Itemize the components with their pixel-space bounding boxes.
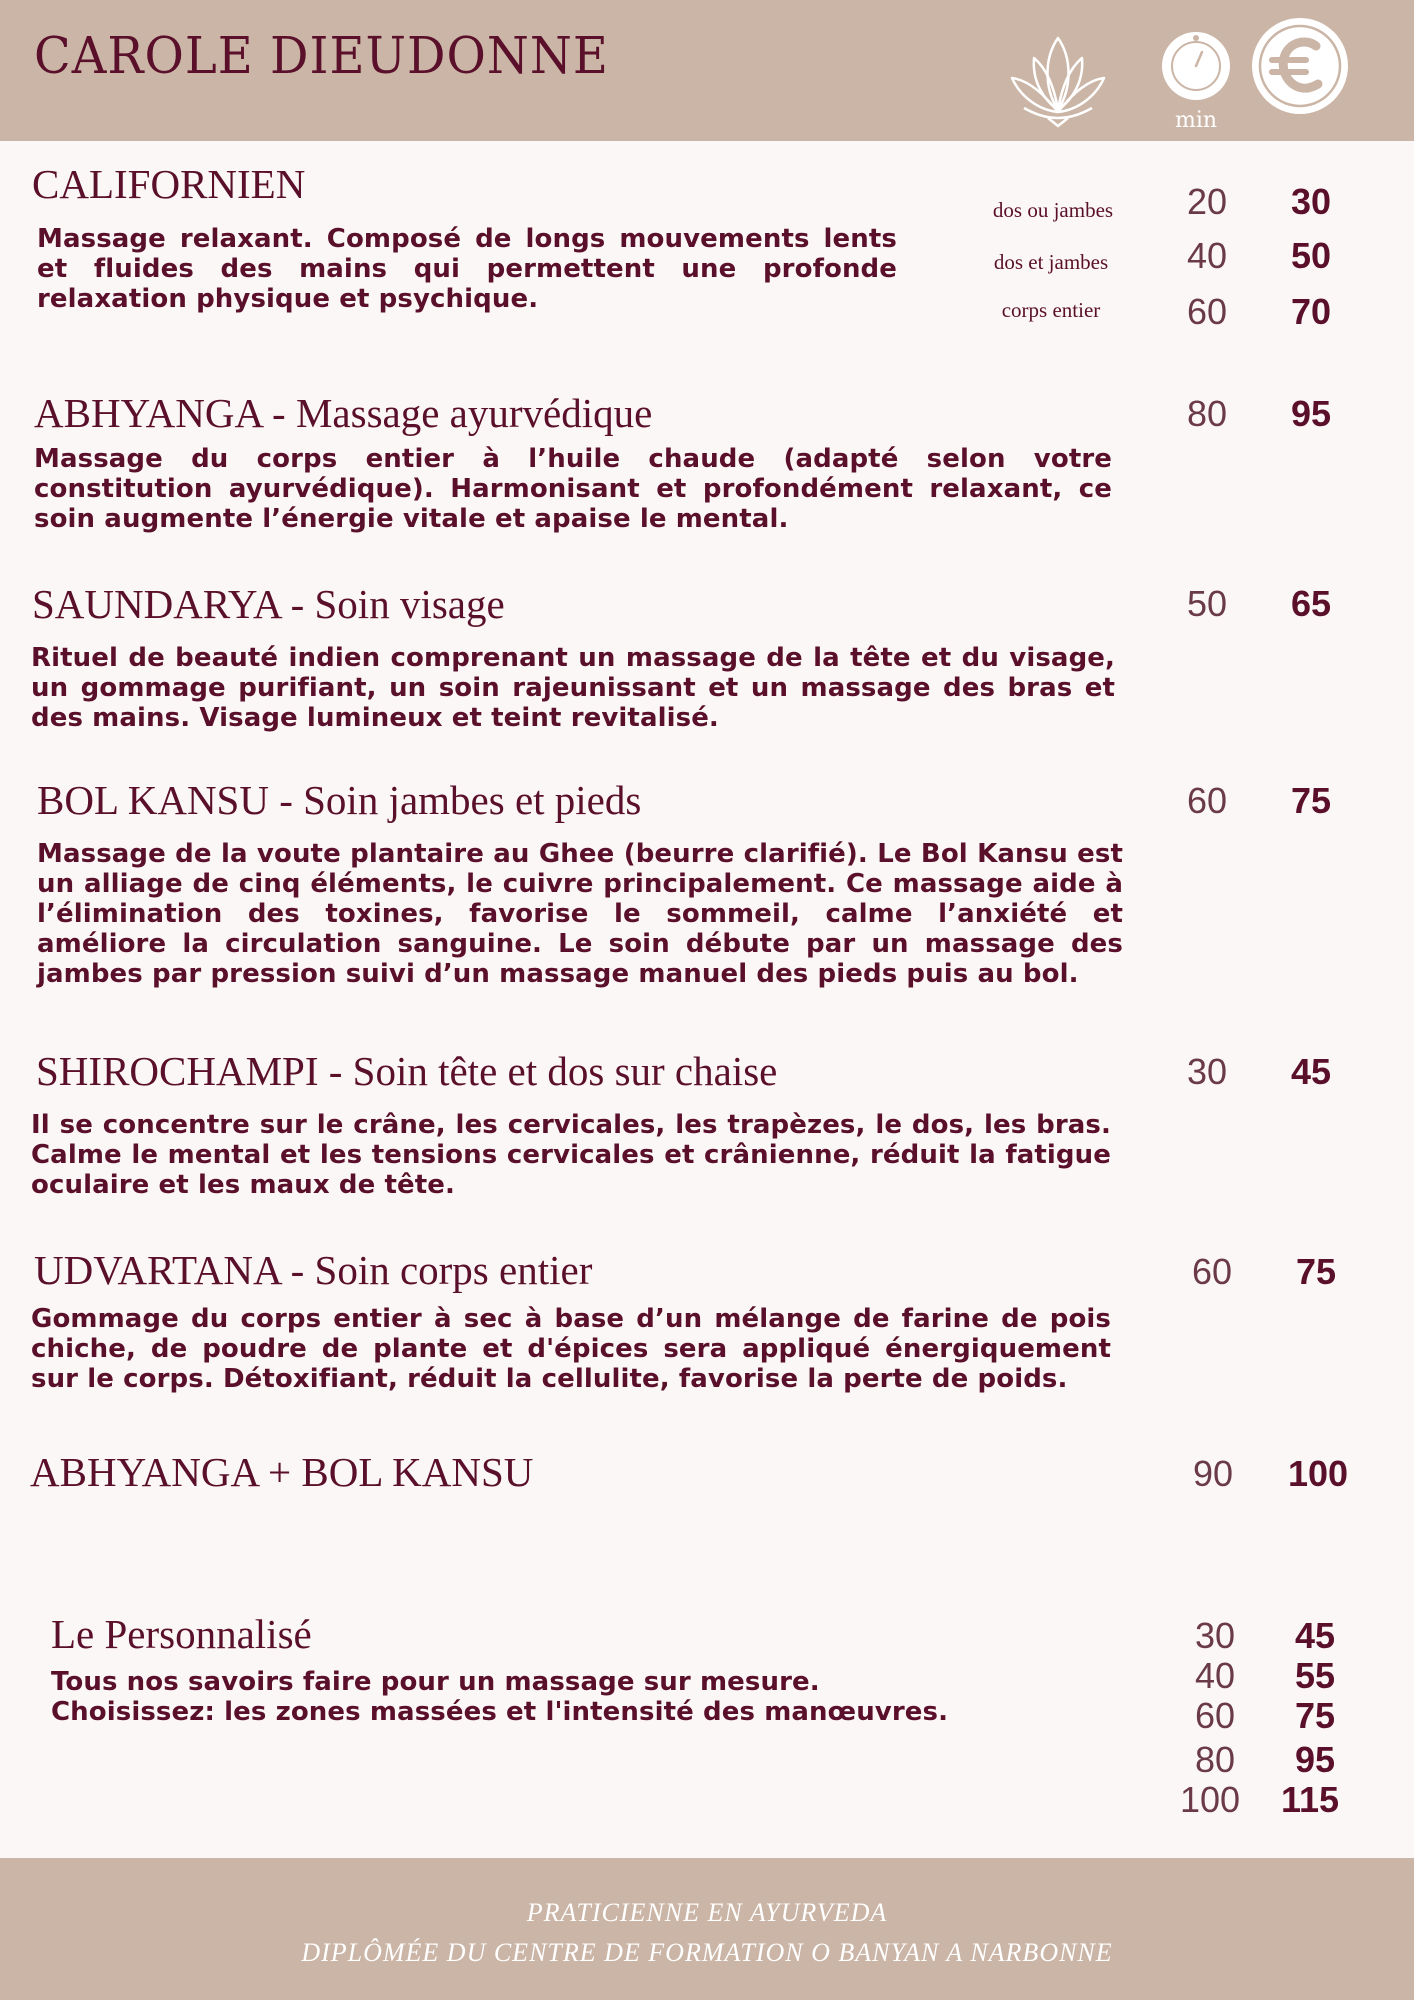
personnalise-price: 115 — [1280, 1779, 1340, 1820]
californien-price: 50 — [1290, 235, 1332, 276]
clock-icon — [1160, 30, 1232, 102]
shirochampi-title: SHIROCHAMPI - Soin tête et dos sur chaise — [36, 1048, 778, 1094]
combo-title: ABHYANGA + BOL KANSU — [30, 1449, 534, 1495]
californien-price: 30 — [1290, 181, 1332, 222]
personnalise-title: Le Personnalisé — [51, 1611, 312, 1657]
saundarya-description: Rituel de beauté indien comprenant un massage de la tête et du visage, un gommage purifiant, un soin rajeunissant et un massage des bras et des mains. Visage lumineux et teint revitalisé. — [31, 643, 1115, 733]
bol-kansu-minutes: 60 — [1186, 780, 1228, 821]
saundarya-title: SAUNDARYA - Soin visage — [32, 581, 505, 627]
personnalise-minutes: 80 — [1194, 1739, 1236, 1780]
udvartana-description: Gommage du corps entier à sec à base d’un mélange de farine de pois chiche, de poudre de plante et d'épices sera appliqué énergiquement sur le corps. Détoxifiant, réduit la cellulite, favorise la perte de poids. — [31, 1304, 1111, 1394]
californien-minutes: 60 — [1186, 291, 1228, 332]
californien-zone: dos et jambes — [993, 250, 1109, 274]
personnalise-minutes: 60 — [1194, 1695, 1236, 1736]
californien-title: CALIFORNIEN — [32, 161, 306, 207]
shirochampi-minutes: 30 — [1186, 1051, 1228, 1092]
abhyanga-price: 95 — [1290, 393, 1332, 434]
bol-kansu-title: BOL KANSU - Soin jambes et pieds — [37, 777, 642, 823]
californien-minutes: 40 — [1186, 235, 1228, 276]
euro-icon — [1250, 16, 1350, 116]
lotus-icon — [1004, 30, 1112, 128]
bol-kansu-description: Massage de la voute plantaire au Ghee (beurre clarifié). Le Bol Kansu est un alliage de cinq éléments, le cuivre principalement. Ce massage aide à l’élimination des toxines, favorise le sommeil, calme l’anxiété et améliore la circulation sanguine. Le soin débute par un massage des jambes par pression suivi d’un massage manuel des pieds puis au bol. — [37, 839, 1123, 989]
personnalise-line-2: Choisissez: les zones massées et l'intensité des manœuvres. — [51, 1697, 949, 1727]
personnalise-price: 45 — [1294, 1615, 1336, 1656]
bol-kansu-price: 75 — [1290, 780, 1332, 821]
californien-description: Massage relaxant. Composé de longs mouvements lents et fluides des mains qui permettent une profonde relaxation physique et psychique. — [37, 224, 897, 314]
saundarya-price: 65 — [1290, 583, 1332, 624]
personnalise-minutes: 40 — [1194, 1655, 1236, 1696]
shirochampi-description: Il se concentre sur le crâne, les cervicales, les trapèzes, le dos, les bras. Calme le mental et les tensions cervicales et crânienne, réduit la fatigue oculaire et les maux de tête. — [31, 1110, 1111, 1200]
personnalise-minutes: 30 — [1194, 1615, 1236, 1656]
personnalise-line-1: Tous nos savoirs faire pour un massage sur mesure. — [51, 1667, 820, 1697]
abhyanga-title: ABHYANGA - Massage ayurvédique — [34, 390, 653, 436]
californien-price: 70 — [1290, 291, 1332, 332]
footer-line-1: PRATICIENNE EN AYURVEDA — [526, 1898, 888, 1927]
abhyanga-description: Massage du corps entier à l’huile chaude (adapté selon votre constitution ayurvédique). Harmonisant et profondément relaxant, ce soin augmente l’énergie vitale et apaise le mental. — [34, 444, 1112, 534]
personnalise-price: 95 — [1294, 1739, 1336, 1780]
personnalise-price: 75 — [1294, 1695, 1336, 1736]
udvartana-price: 75 — [1295, 1251, 1337, 1292]
footer-band — [0, 1858, 1414, 2000]
udvartana-title: UDVARTANA - Soin corps entier — [34, 1247, 593, 1293]
abhyanga-minutes: 80 — [1186, 393, 1228, 434]
saundarya-minutes: 50 — [1186, 583, 1228, 624]
personnalise-price: 55 — [1294, 1655, 1336, 1696]
personnalise-minutes: 100 — [1179, 1779, 1241, 1820]
combo-minutes: 90 — [1192, 1453, 1234, 1494]
californien-zone: dos ou jambes — [992, 198, 1114, 222]
minutes-label: min — [1174, 108, 1218, 133]
combo-price: 100 — [1287, 1453, 1349, 1494]
californien-zone: corps entier — [1001, 298, 1101, 322]
brand-name: CAROLE DIEUDONNE — [34, 26, 609, 86]
footer-line-2: DIPLÔMÉE DU CENTRE DE FORMATION O BANYAN A NARBONNE — [301, 1938, 1113, 1967]
udvartana-minutes: 60 — [1191, 1251, 1233, 1292]
californien-minutes: 20 — [1186, 181, 1228, 222]
header-band — [0, 0, 1414, 141]
shirochampi-price: 45 — [1290, 1051, 1332, 1092]
